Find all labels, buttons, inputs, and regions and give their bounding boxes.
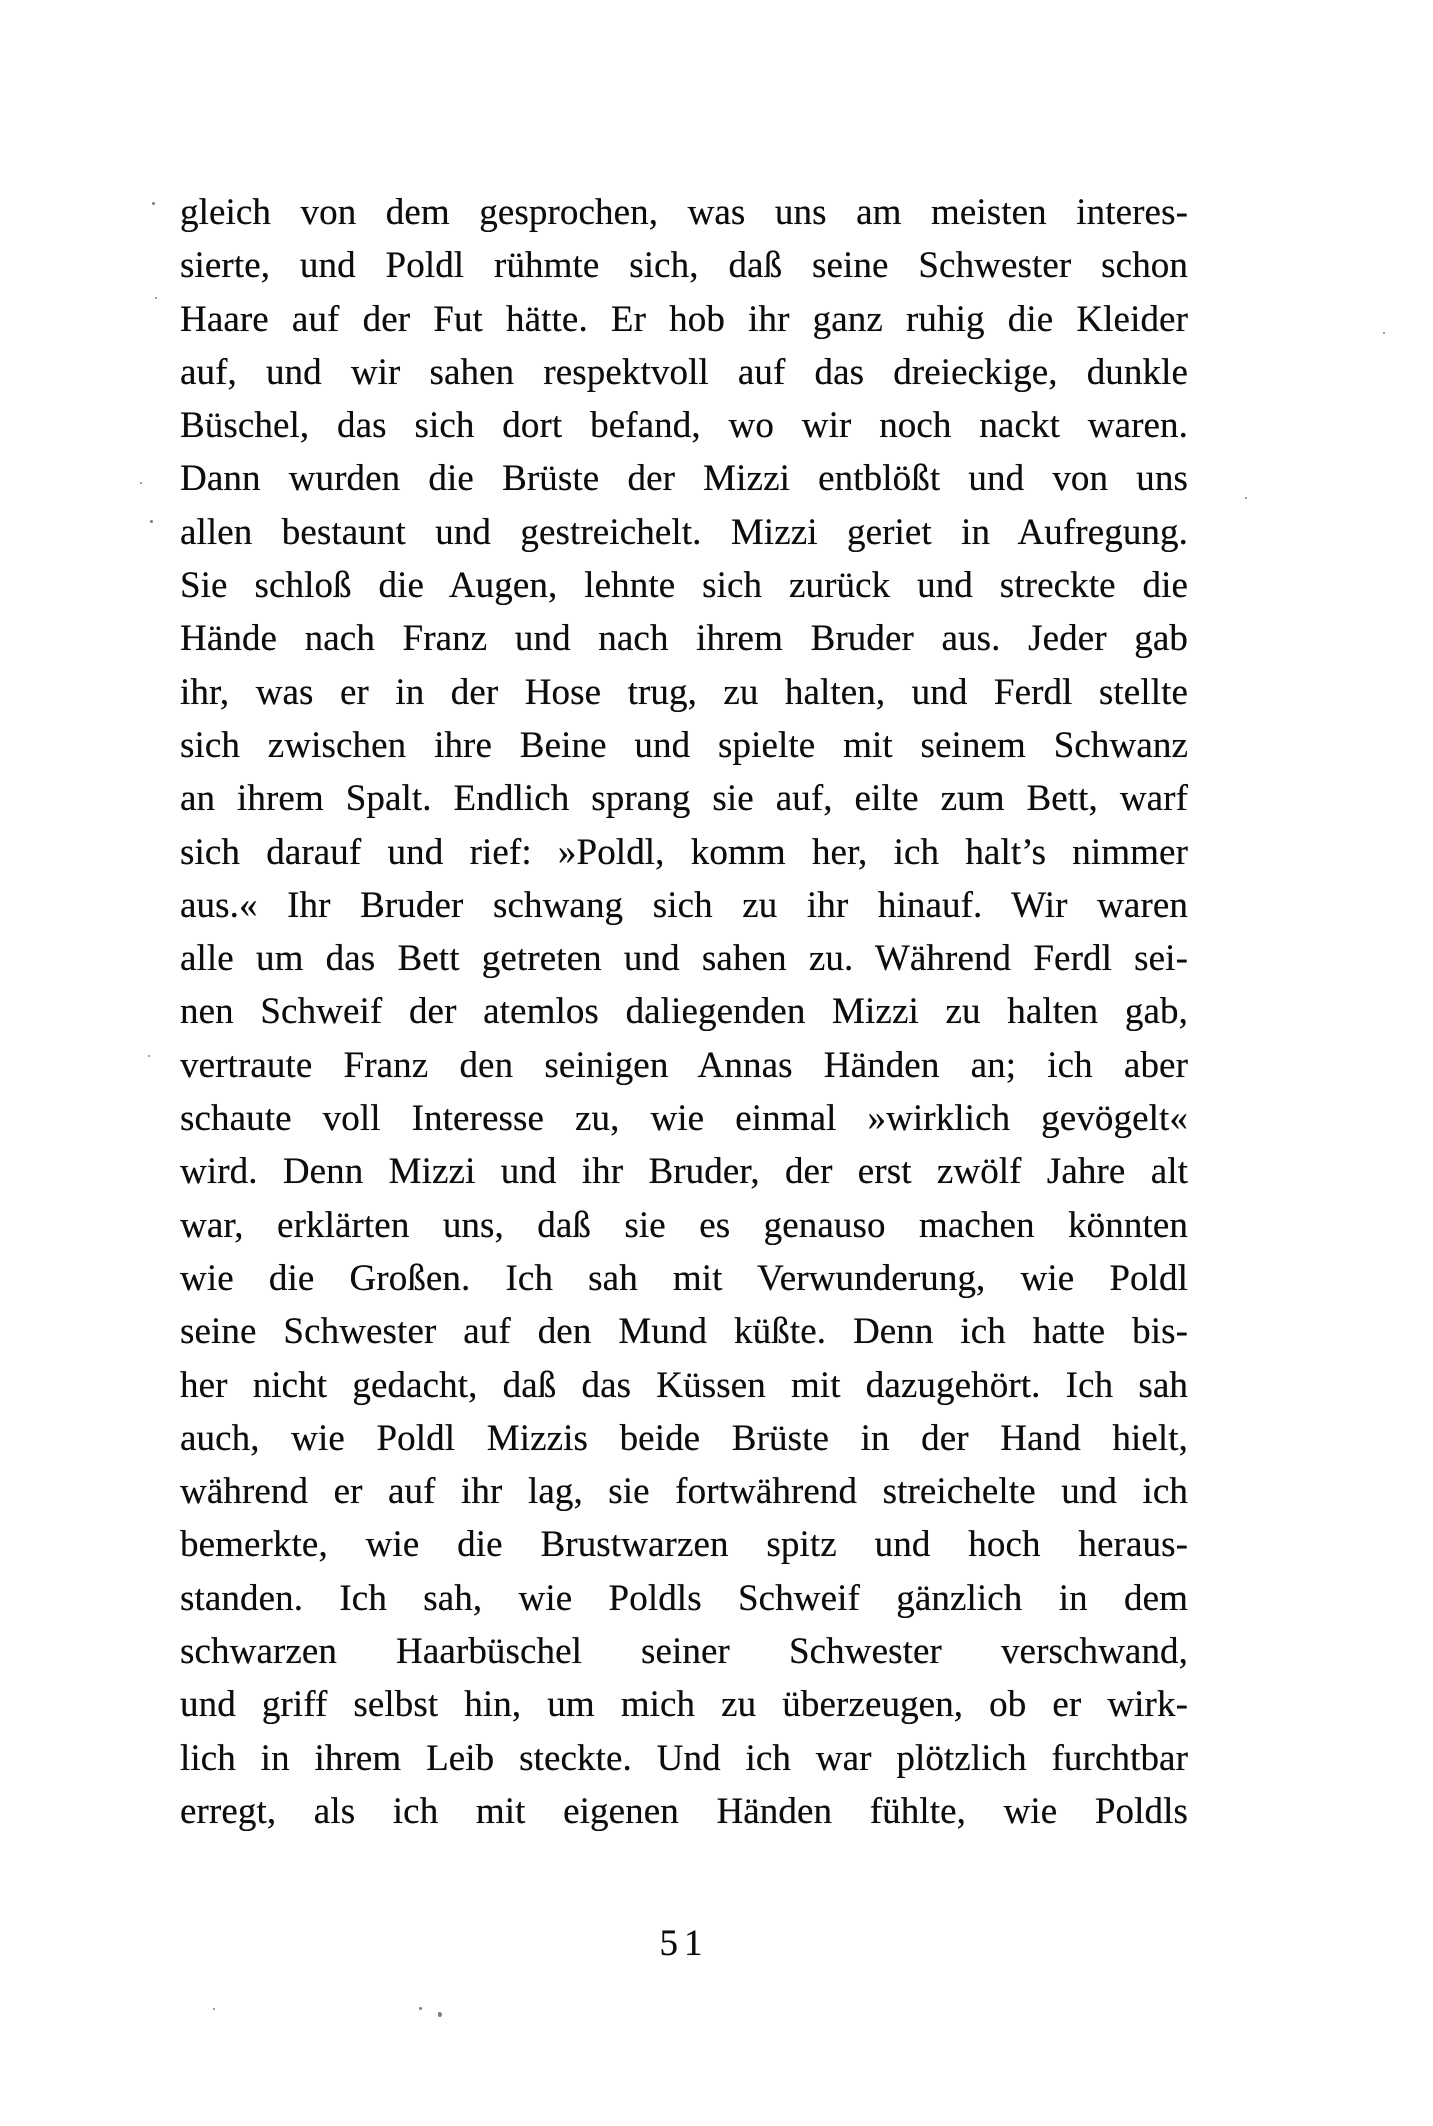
text-line: und griff selbst hin, um mich zu überzeugen, ob er wirk-: [180, 1684, 1188, 1726]
scan-speck: [148, 1055, 150, 1057]
text-line: alle um das Bett getreten und sahen zu. Während Ferdl sei-: [180, 938, 1188, 980]
text-line: aus.« Ihr Bruder schwang sich zu ihr hinauf. Wir waren: [180, 884, 1188, 926]
text-line: seine Schwester auf den Mund küßte. Denn ich hatte bis-: [180, 1311, 1188, 1353]
text-line: schaute voll Interesse zu, wie einmal »wirklich gevögelt«: [180, 1098, 1188, 1140]
text-line: auch, wie Poldl Mizzis beide Brüste in der Hand hielt,: [180, 1417, 1188, 1459]
scan-speck: [213, 2008, 215, 2010]
text-line: wie die Großen. Ich sah mit Verwunderung, wie Poldl: [180, 1257, 1188, 1299]
text-line: sich zwischen ihre Beine und spielte mit seinem Schwanz: [180, 724, 1188, 766]
page-number: 51: [659, 1923, 709, 1964]
scan-speck: [155, 297, 157, 299]
text-line: nen Schweif der atemlos daliegenden Mizzi zu halten gab,: [180, 991, 1188, 1033]
text-line: lich in ihrem Leib steckte. Und ich war plötzlich furchtbar: [180, 1737, 1188, 1779]
text-line: sich darauf und rief: »Poldl, komm her, ich halt’s nimmer: [180, 831, 1188, 873]
text-line: Hände nach Franz und nach ihrem Bruder aus. Jeder gab: [180, 618, 1188, 660]
scan-speck: [419, 2007, 422, 2010]
text-line: während er auf ihr lag, sie fortwährend streichelte und ich: [180, 1471, 1188, 1513]
text-line: Sie schloß die Augen, lehnte sich zurück und streckte die: [180, 565, 1188, 607]
scan-speck: [150, 520, 153, 523]
text-line: Dann wurden die Brüste der Mizzi entblößt und von uns: [180, 458, 1188, 500]
scan-speck: [140, 482, 142, 484]
text-line: vertraute Franz den seinigen Annas Händen an; ich aber: [180, 1044, 1188, 1086]
text-line: standen. Ich sah, wie Poldls Schweif gänzlich in dem: [180, 1577, 1188, 1619]
scan-speck: [1245, 497, 1247, 499]
text-line: Haare auf der Fut hätte. Er hob ihr ganz ruhig die Kleider: [180, 298, 1188, 340]
text-line: schwarzen Haarbüschel seiner Schwester verschwand,: [180, 1631, 1188, 1673]
text-line: ihr, was er in der Hose trug, zu halten, und Ferdl stellte: [180, 671, 1188, 713]
body-text: [180, 186, 1188, 1838]
scan-speck: [152, 202, 155, 205]
text-line: her nicht gedacht, daß das Küssen mit dazugehört. Ich sah: [180, 1364, 1188, 1406]
text-line: war, erklärten uns, daß sie es genauso machen könnten: [180, 1204, 1188, 1246]
text-line: an ihrem Spalt. Endlich sprang sie auf, eilte zum Bett, warf: [180, 778, 1188, 820]
text-line: auf, und wir sahen respektvoll auf das dreieckige, dunkle: [180, 351, 1188, 393]
text-line: allen bestaunt und gestreichelt. Mizzi geriet in Aufregung.: [180, 511, 1188, 553]
text-line: erregt, als ich mit eigenen Händen fühlte, wie Poldls: [180, 1790, 1188, 1832]
text-line: bemerkte, wie die Brustwarzen spitz und hoch heraus-: [180, 1524, 1188, 1566]
text-line: gleich von dem gesprochen, was uns am meisten interes-: [180, 192, 1188, 233]
scan-speck: [438, 2012, 442, 2017]
text-line: sierte, und Poldl rühmte sich, daß seine Schwester schon: [180, 245, 1188, 287]
scan-speck: [1383, 332, 1385, 334]
text-line: Büschel, das sich dort befand, wo wir noch nackt waren.: [180, 405, 1188, 447]
text-line: wird. Denn Mizzi und ihr Bruder, der erst zwölf Jahre alt: [180, 1151, 1188, 1193]
